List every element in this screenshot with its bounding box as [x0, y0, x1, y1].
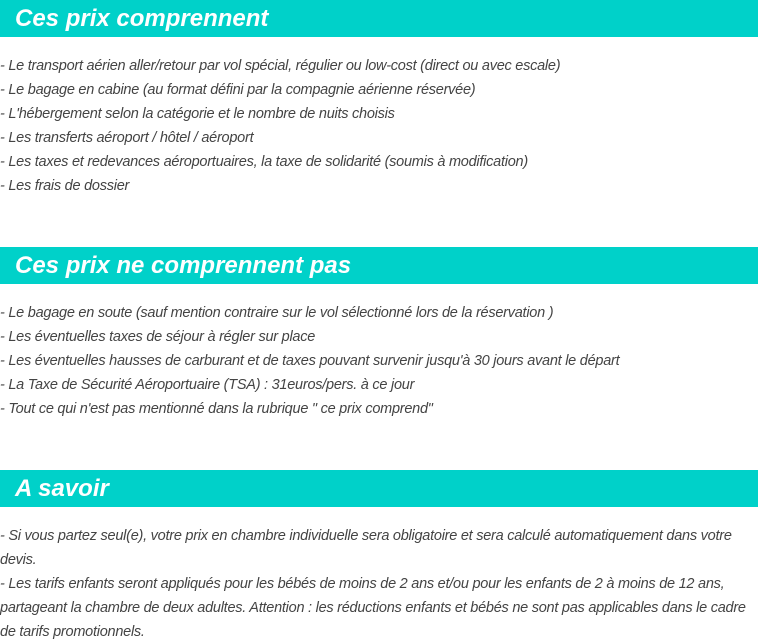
- list-item: - Les éventuelles hausses de carburant et de taxes pouvant survenir jusqu'à 30 jours avant le départ: [0, 353, 620, 369]
- section-included: [0, 0, 758, 198]
- section-title-good-to-know: A savoir: [0, 470, 758, 507]
- not-included-list: [0, 301, 758, 421]
- list-item: - Le bagage en cabine (au format défini par la compagnie aérienne réservée): [0, 82, 476, 98]
- list-item: - Les tarifs enfants seront appliqués pour les bébés de moins de 2 ans et/ou pour les enfants de 2 à moins de 12 ans, partageant la chambre de deux adultes. Attention : les réductions enfants et bébés ne sont pas applicables dans le cadre de tarifs promotionnels.: [0, 576, 746, 640]
- list-item: - Les transferts aéroport / hôtel / aéroport: [0, 130, 254, 146]
- list-item: - Le transport aérien aller/retour par vol spécial, régulier ou low-cost (direct ou avec escale): [0, 58, 561, 74]
- list-item: - Tout ce qui n'est pas mentionné dans la rubrique " ce prix comprend": [0, 401, 433, 417]
- list-item: - La Taxe de Sécurité Aéroportuaire (TSA) : 31euros/pers. à ce jour: [0, 377, 415, 393]
- section-title-not-included: Ces prix ne comprennent pas: [0, 247, 758, 284]
- included-list: [0, 54, 758, 198]
- good-to-know-list: [0, 524, 758, 644]
- list-item: - Si vous partez seul(e), votre prix en chambre individuelle sera obligatoire et sera calculé automatiquement dans votre devis.: [0, 528, 732, 568]
- list-item: - Les éventuelles taxes de séjour à régler sur place: [0, 329, 316, 345]
- list-item: - Le bagage en soute (sauf mention contraire sur le vol sélectionné lors de la réservation ): [0, 305, 554, 321]
- list-item: - L'hébergement selon la catégorie et le nombre de nuits choisis: [0, 106, 395, 122]
- section-not-included: [0, 247, 758, 421]
- section-title-included: Ces prix comprennent: [0, 0, 758, 37]
- section-good-to-know: [0, 470, 758, 644]
- list-item: - Les taxes et redevances aéroportuaires, la taxe de solidarité (soumis à modification): [0, 154, 528, 170]
- list-item: - Les frais de dossier: [0, 178, 130, 194]
